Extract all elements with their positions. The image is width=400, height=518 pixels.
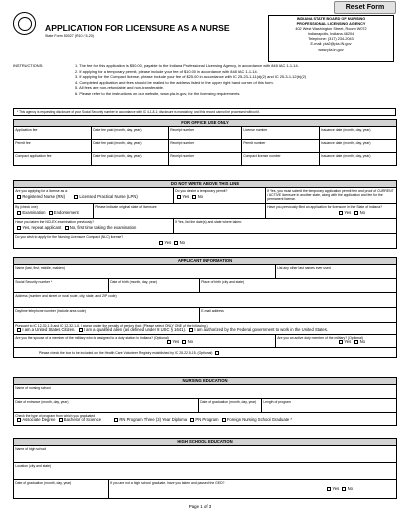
original-state-field[interactable]: Please indicate original state of licensure — [94, 204, 266, 219]
spouse-no-checkbox[interactable] — [182, 340, 186, 344]
no-label: No — [359, 209, 365, 215]
no-label: No — [187, 338, 193, 344]
spouse-yes-checkbox[interactable] — [167, 340, 171, 344]
form-title: APPLICATION FOR LICENSURE AS A NURSE — [45, 23, 230, 33]
state-seal-logo — [13, 12, 36, 35]
high-school-name-field[interactable]: Name of high school — [14, 446, 397, 463]
full-name-field[interactable]: Name (last, first, middle, maiden) — [14, 265, 276, 279]
agency-website: www.pla.in.gov — [318, 47, 344, 52]
office-field: Date fee paid (month, day, year) — [92, 153, 169, 166]
previous-application-question: Have you previously filed an application for licensure in the State of Indiana? — [267, 204, 382, 209]
other-last-names-field[interactable]: List any other last names ever used — [276, 265, 397, 279]
rn-diploma-checkbox[interactable] — [114, 418, 118, 422]
prev-no-checkbox[interactable] — [354, 211, 358, 215]
active-yes-checkbox[interactable] — [339, 340, 343, 344]
license-type-cell — [14, 188, 174, 204]
yes-label: Yes — [164, 239, 172, 245]
license-method-question: By (check one) — [15, 204, 38, 209]
compact-yes-checkbox[interactable] — [159, 241, 163, 245]
volunteer-registry-cell — [14, 348, 397, 358]
daytime-phone-field[interactable]: Daytime telephone number (include area code) — [14, 308, 200, 323]
do-not-write-header: DO NOT WRITE ABOVE THIS LINE — [14, 181, 397, 188]
ged-cell — [109, 480, 397, 499]
agency-email: E-mail: pla2@pla.IN.gov — [310, 42, 352, 47]
no-label: No — [347, 485, 353, 491]
temp-yes-checkbox[interactable] — [177, 195, 181, 199]
associate-label: Associate Degree — [22, 416, 56, 422]
temp-no-checkbox[interactable] — [192, 195, 196, 199]
program-type-question: Check the type of program from which you graduated — [15, 413, 96, 418]
page-number: Page 1 of 3 — [188, 504, 212, 509]
address-field[interactable]: Address (number and street or rural route, city, state, and ZIP code) — [14, 293, 397, 308]
agency-address-box — [268, 15, 394, 62]
form-number: State Form 50027 (R10 / 5-20) — [45, 34, 94, 38]
qualified-alien-checkbox[interactable] — [79, 328, 83, 332]
office-use-table — [13, 119, 397, 166]
bachelor-label: Bachelor of Science — [63, 416, 102, 422]
volunteer-registry-checkbox[interactable] — [215, 351, 219, 355]
active-no-checkbox[interactable] — [354, 340, 358, 344]
lpn-checkbox[interactable] — [74, 195, 78, 199]
compact-license-question: Do you wish to apply for the Nursing Licensure Compact (NLC) license? — [15, 234, 124, 239]
office-field: Date fee paid (month, day, year) — [92, 140, 169, 153]
temp-permit-cell — [174, 188, 266, 204]
yes-label: Yes — [344, 209, 352, 215]
agency-phone: Telephone: (317) 234-2043 — [308, 37, 354, 42]
license-type-table — [13, 180, 397, 249]
reset-form-button[interactable]: Reset Form — [334, 1, 396, 14]
license-type-question: Are you applying for a license as a: — [15, 188, 68, 193]
no-label: No — [179, 239, 185, 245]
military-spouse-cell — [14, 335, 276, 348]
agency-street: 402 West Washington Street, Room W072 — [295, 27, 367, 32]
rn-checkbox[interactable] — [17, 195, 21, 199]
first-time-checkbox[interactable] — [65, 226, 69, 230]
office-field: Issuance date (month, day, year) — [320, 127, 397, 140]
program-length-field[interactable]: Length of program — [262, 399, 397, 413]
rn-label: Registered Nurse (RN) — [22, 193, 65, 199]
compact-license-cell — [14, 234, 397, 249]
associate-checkbox[interactable] — [17, 418, 21, 422]
instruction-item: 5. All fees are non-refundable and non-transferable. — [75, 85, 164, 91]
program-type-cell — [14, 413, 397, 426]
entrance-date-field[interactable]: Date of entrance (month, day, year) — [14, 399, 199, 413]
yes-label: Yes — [172, 338, 180, 344]
bachelor-checkbox[interactable] — [59, 418, 63, 422]
office-field: Compact license number — [242, 153, 320, 166]
instruction-item: 1. The fee for this application is $50.00, payable to the Indiana Professional Licensing Agency, in accordance with 848 IAC 1-1-14. — [75, 63, 299, 68]
nursing-education-header: NURSING EDUCATION — [14, 378, 397, 385]
office-use-header: FOR OFFICE USE ONLY — [14, 120, 397, 127]
endorsement-label: Endorsement — [53, 209, 79, 215]
repeat-applicant-label: Yes, repeat applicant — [22, 224, 62, 230]
ged-question: If you are not a high school graduate, have you taken and passed the GED? — [110, 480, 225, 485]
email-field[interactable]: E-mail address — [200, 308, 397, 323]
office-field: Date fee paid (month, day, year) — [92, 127, 169, 140]
citizen-checkbox[interactable] — [17, 328, 21, 332]
nclex-cell — [14, 219, 174, 234]
first-time-label: No, first time taking the examination — [69, 224, 137, 230]
office-field: Issuance date (month, day, year) — [320, 140, 397, 153]
military-spouse-question: Are you the spouse of a member of the military who is assigned to a duty station in Indiana? (Optional) — [15, 335, 169, 340]
office-field: Application fee — [14, 127, 92, 140]
yes-label: Yes — [344, 338, 352, 344]
perjury-statement: Pursuant to IC 12-32-1-5 and IC 12-32-1-6, I swear under the penalty of perjury that: (Please select ONLY ONE of the following.) — [15, 323, 208, 328]
office-field: License number — [242, 127, 320, 140]
office-field: Issuance date (month, day, year) — [320, 153, 397, 166]
license-method-cell — [14, 204, 94, 219]
nursing-graduation-date-field[interactable]: Date of graduation (month, day, year) — [199, 399, 262, 413]
nclex-question: Have you taken the NCLEX examination previously? — [15, 219, 94, 224]
office-field: Permit number — [242, 140, 320, 153]
temp-permit-question: Do you desire a temporary permit? — [175, 188, 228, 193]
federal-work-checkbox[interactable] — [189, 328, 193, 332]
no-label: No — [197, 193, 203, 199]
office-field: Receipt number — [169, 153, 242, 166]
repeat-applicant-checkbox[interactable] — [17, 226, 21, 230]
high-school-location-field[interactable]: Location (city and state) — [14, 463, 397, 480]
instruction-item: 3. If applying for the Compact license, please include your fee of $25.00 in accordance with IC 25-23-1-11(d)(2) and IC 25-3-1-12(b)(2) — [75, 74, 307, 80]
examination-label: Examination — [22, 209, 46, 215]
pn-program-label: PN Program — [195, 416, 219, 422]
office-field: Compact application fee — [14, 153, 92, 166]
citizen-label: I am a United States Citizen. — [22, 326, 76, 332]
foreign-graduate-checkbox[interactable] — [222, 418, 226, 422]
ged-yes-checkbox[interactable] — [327, 487, 331, 491]
office-field: Permit fee — [14, 140, 92, 153]
prev-yes-checkbox[interactable] — [339, 211, 343, 215]
office-field: Receipt number — [169, 140, 242, 153]
office-field: Receipt number — [169, 127, 242, 140]
previous-application-cell — [266, 204, 397, 219]
nursing-education-table — [13, 377, 397, 426]
applicant-information-header: APPLICANT INFORMATION — [14, 258, 397, 265]
qualified-alien-label: I am a qualified alien (as defined under 8 USC § 1641). — [83, 326, 187, 332]
compact-no-checkbox[interactable] — [174, 241, 178, 245]
active-duty-question: Are you an active duty member of the military? (Optional) — [277, 335, 363, 340]
instruction-item: 6. Please refer to the instructions on our website, www.pla.in.gov, for the licensing requirements. — [75, 90, 241, 96]
agency-name: INDIANA STATE BOARD OF NURSING — [296, 17, 366, 21]
pn-program-checkbox[interactable] — [190, 418, 194, 422]
federal-work-label: I am authorized by the Federal government to work in the United States. — [194, 326, 328, 332]
volunteer-registry-label: Please check the box to be included on the Health Care Volunteer Registry established by IC 25-22.5-15. (Optional) — [39, 350, 213, 355]
foreign-graduate-label: Foreign Nursing School Graduate * — [226, 416, 293, 422]
instruction-item: 4. Completed application and fees should be mailed to the address listed in the upper right hand corner of this form. — [75, 79, 274, 85]
agency-city: Indianapolis, Indiana 46204 — [307, 32, 355, 37]
high-school-graduation-date-field[interactable]: Date of graduation (month, day, year) — [14, 480, 109, 499]
examination-checkbox[interactable] — [17, 211, 21, 215]
lpn-label: Licensed Practical Nurse (LPN) — [79, 193, 138, 199]
place-of-birth-field[interactable]: Place of birth (city and state) — [200, 279, 397, 293]
date-of-birth-field[interactable]: Date of birth (month, day, year) — [109, 279, 200, 293]
rn-diploma-label: RN Program Three (3) Year Diploma — [119, 416, 188, 422]
applicant-information-table — [13, 257, 397, 358]
high-school-header: HIGH SCHOOL EDUCATION — [14, 439, 397, 446]
high-school-education-table — [13, 438, 397, 499]
ssn-field[interactable]: Social Security number * — [14, 279, 109, 293]
nursing-school-field[interactable]: Name of nursing school — [14, 385, 397, 399]
instructions-label: INSTRUCTIONS: — [13, 63, 44, 68]
no-label: No — [359, 338, 365, 344]
temp-permit-note: If Yes, you must submit the temporary application permit fee and proof of CURRENT / ACTIVE licensure in another state, along with the application and fee for the permanent license. — [266, 188, 397, 204]
yes-label: Yes — [182, 193, 190, 199]
instruction-item: 2. If applying for a temporary permit, please include your fee of $10.00 in accordance with 848 IAC 1-1-14. — [75, 68, 258, 74]
agency-subname: PROFESSIONAL LICENSING AGENCY — [296, 22, 366, 27]
ssn-disclosure-notice: * This agency is requesting disclosure of your Social Security number in accordance with IC 4-1-8-1; disclosure is mandatory, and this record cannot be processed without it. — [13, 108, 396, 116]
nclex-dates-field[interactable]: If Yes, list the date(s) and state where taken: — [174, 219, 397, 234]
citizenship-cell — [14, 323, 397, 335]
active-duty-cell — [276, 335, 397, 348]
ged-no-checkbox[interactable] — [342, 487, 346, 491]
yes-label: Yes — [332, 485, 340, 491]
endorsement-checkbox[interactable] — [49, 211, 53, 215]
